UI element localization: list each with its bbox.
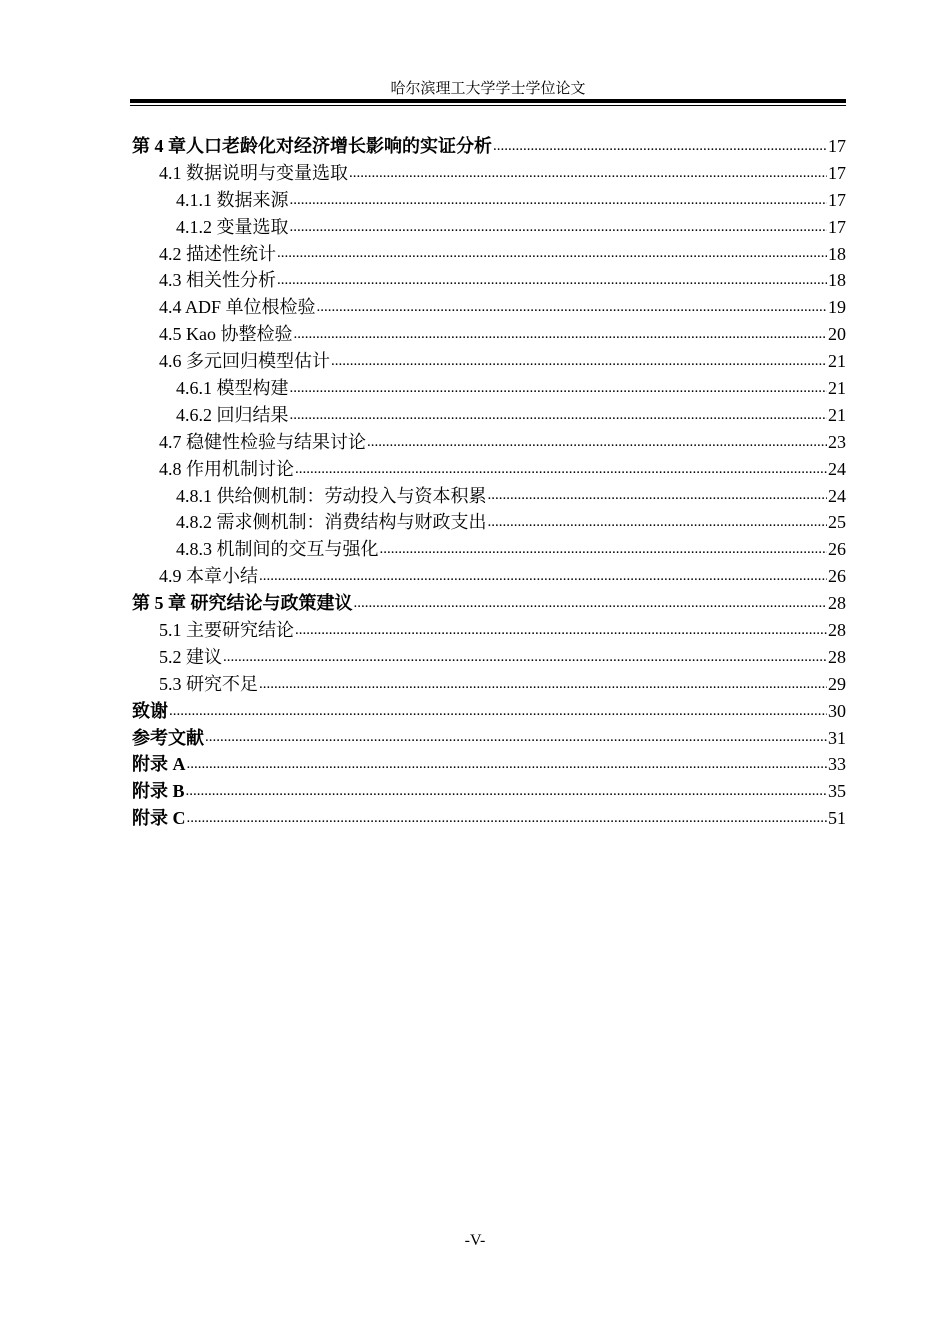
toc-entry[interactable] xyxy=(132,321,846,348)
toc-entry-page: 51 xyxy=(828,808,846,829)
toc-entry-title: 4.8 作用机制讨论 xyxy=(159,458,294,479)
toc-dot-leader xyxy=(205,725,827,752)
toc-dot-leader xyxy=(354,590,828,617)
toc-dot-leader xyxy=(380,536,828,563)
toc-entry-title: 4.8.3 机制间的交互与强化 xyxy=(176,539,379,560)
toc-dot-leader xyxy=(331,348,827,375)
toc-entry-page: 35 xyxy=(828,781,846,802)
toc-entry-title: 5.3 研究不足 xyxy=(159,673,258,694)
toc-entry-title: 4.7 稳健性检验与结果讨论 xyxy=(159,431,366,452)
toc-entry-title: 4.5 Kao 协整检验 xyxy=(159,324,293,345)
toc-dot-leader xyxy=(488,483,828,510)
header-rule-thick xyxy=(130,99,846,103)
toc-entry-title: 4.8.2 需求侧机制：消费结构与财政支出 xyxy=(176,512,487,533)
toc-entry-page: 18 xyxy=(828,270,846,291)
toc-dot-leader xyxy=(294,321,828,348)
toc-entry-title: 4.6.2 回归结果 xyxy=(176,404,289,425)
toc-entry-title: 第 5 章 研究结论与政策建议 xyxy=(132,593,353,614)
toc-entry[interactable] xyxy=(132,725,846,752)
toc-dot-leader xyxy=(187,805,828,832)
toc-entry-title: 4.2 描述性统计 xyxy=(159,243,276,264)
toc-dot-leader xyxy=(290,402,828,429)
toc-entry[interactable] xyxy=(132,805,846,832)
toc-entry[interactable] xyxy=(132,751,846,778)
toc-entry-title: 第 4 章人口老龄化对经济增长影响的实证分析 xyxy=(132,136,492,156)
toc-entry-page: 29 xyxy=(828,673,846,694)
toc-entry[interactable] xyxy=(132,590,846,617)
toc-dot-leader xyxy=(223,644,827,671)
toc-dot-leader xyxy=(349,160,827,187)
toc-entry-title: 致谢 xyxy=(132,700,168,721)
toc-dot-leader xyxy=(488,509,828,536)
toc-entry[interactable] xyxy=(132,617,846,644)
toc-dot-leader xyxy=(295,456,827,483)
toc-entry[interactable] xyxy=(132,294,846,321)
toc-dot-leader xyxy=(290,375,828,402)
toc-entry[interactable] xyxy=(132,133,846,160)
table-of-contents xyxy=(132,133,846,832)
toc-dot-leader xyxy=(169,698,827,725)
toc-entry-page: 23 xyxy=(828,431,846,452)
toc-entry-page: 28 xyxy=(828,593,846,614)
toc-entry-title: 附录 A xyxy=(132,754,186,775)
toc-entry-page: 17 xyxy=(828,189,846,210)
toc-entry-page: 25 xyxy=(828,512,846,533)
toc-entry-title: 4.1 数据说明与变量选取 xyxy=(159,162,348,183)
toc-dot-leader xyxy=(277,241,827,268)
toc-entry-title: 4.4 ADF 单位根检验 xyxy=(159,297,316,318)
toc-entry[interactable] xyxy=(132,429,846,456)
toc-entry-page: 17 xyxy=(828,162,846,183)
toc-entry-title: 4.8.1 供给侧机制：劳动投入与资本积累 xyxy=(176,485,487,506)
toc-entry-page: 21 xyxy=(828,351,846,372)
page-number: -V- xyxy=(464,1232,486,1249)
toc-entry-title: 4.6.1 模型构建 xyxy=(176,378,289,399)
toc-entry-page: 26 xyxy=(828,539,846,560)
toc-entry[interactable] xyxy=(132,160,846,187)
toc-dot-leader xyxy=(187,751,828,778)
toc-entry-title: 4.1.2 变量选取 xyxy=(176,216,289,237)
toc-entry-page: 28 xyxy=(828,620,846,641)
toc-entry-title: 4.3 相关性分析 xyxy=(159,270,276,291)
toc-entry-title: 附录 B xyxy=(132,781,185,802)
toc-entry[interactable] xyxy=(132,375,846,402)
toc-entry[interactable] xyxy=(132,402,846,429)
toc-dot-leader xyxy=(259,671,827,698)
toc-entry-page: 26 xyxy=(828,566,846,587)
toc-entry-page: 24 xyxy=(828,485,846,506)
toc-entry-title: 5.1 主要研究结论 xyxy=(159,620,294,641)
toc-entry[interactable] xyxy=(132,483,846,510)
toc-entry-page: 17 xyxy=(828,136,846,156)
toc-dot-leader xyxy=(317,294,827,321)
toc-entry-title: 参考文献 xyxy=(132,727,204,748)
running-header: 哈尔滨理工大学学士学位论文 xyxy=(390,79,586,97)
toc-entry[interactable] xyxy=(132,778,846,805)
toc-dot-leader xyxy=(295,617,827,644)
toc-dot-leader xyxy=(186,778,827,805)
toc-entry-page: 24 xyxy=(828,458,846,479)
toc-entry-page: 28 xyxy=(828,646,846,667)
toc-entry-page: 31 xyxy=(828,727,846,748)
toc-entry-title: 5.2 建议 xyxy=(159,646,222,667)
toc-entry-title: 4.1.1 数据来源 xyxy=(176,189,289,210)
header-rule-thin xyxy=(130,105,846,106)
toc-entry[interactable] xyxy=(132,456,846,483)
toc-entry[interactable] xyxy=(132,536,846,563)
toc-entry[interactable] xyxy=(132,671,846,698)
toc-entry-title: 附录 C xyxy=(132,808,186,829)
toc-dot-leader xyxy=(367,429,827,456)
toc-dot-leader xyxy=(277,267,827,294)
toc-entry-title: 4.9 本章小结 xyxy=(159,566,258,587)
toc-entry[interactable] xyxy=(132,214,846,241)
toc-entry-page: 33 xyxy=(828,754,846,775)
toc-entry[interactable] xyxy=(132,348,846,375)
toc-dot-leader xyxy=(290,214,828,241)
toc-entry-page: 30 xyxy=(828,700,846,721)
toc-entry[interactable] xyxy=(132,509,846,536)
toc-entry-page: 17 xyxy=(828,216,846,237)
toc-entry-title: 4.6 多元回归模型估计 xyxy=(159,351,330,372)
toc-entry[interactable] xyxy=(132,698,846,725)
toc-entry[interactable] xyxy=(132,563,846,590)
toc-dot-leader xyxy=(259,563,827,590)
toc-entry-page: 21 xyxy=(828,404,846,425)
toc-entry-page: 20 xyxy=(828,324,846,345)
toc-entry[interactable] xyxy=(132,644,846,671)
toc-entry-page: 18 xyxy=(828,243,846,264)
toc-entry-page: 21 xyxy=(828,378,846,399)
toc-dot-leader xyxy=(290,187,828,214)
toc-dot-leader xyxy=(493,133,827,160)
toc-entry[interactable] xyxy=(132,267,846,294)
toc-entry[interactable] xyxy=(132,241,846,268)
toc-entry-page: 19 xyxy=(828,297,846,318)
toc-entry[interactable] xyxy=(132,187,846,214)
